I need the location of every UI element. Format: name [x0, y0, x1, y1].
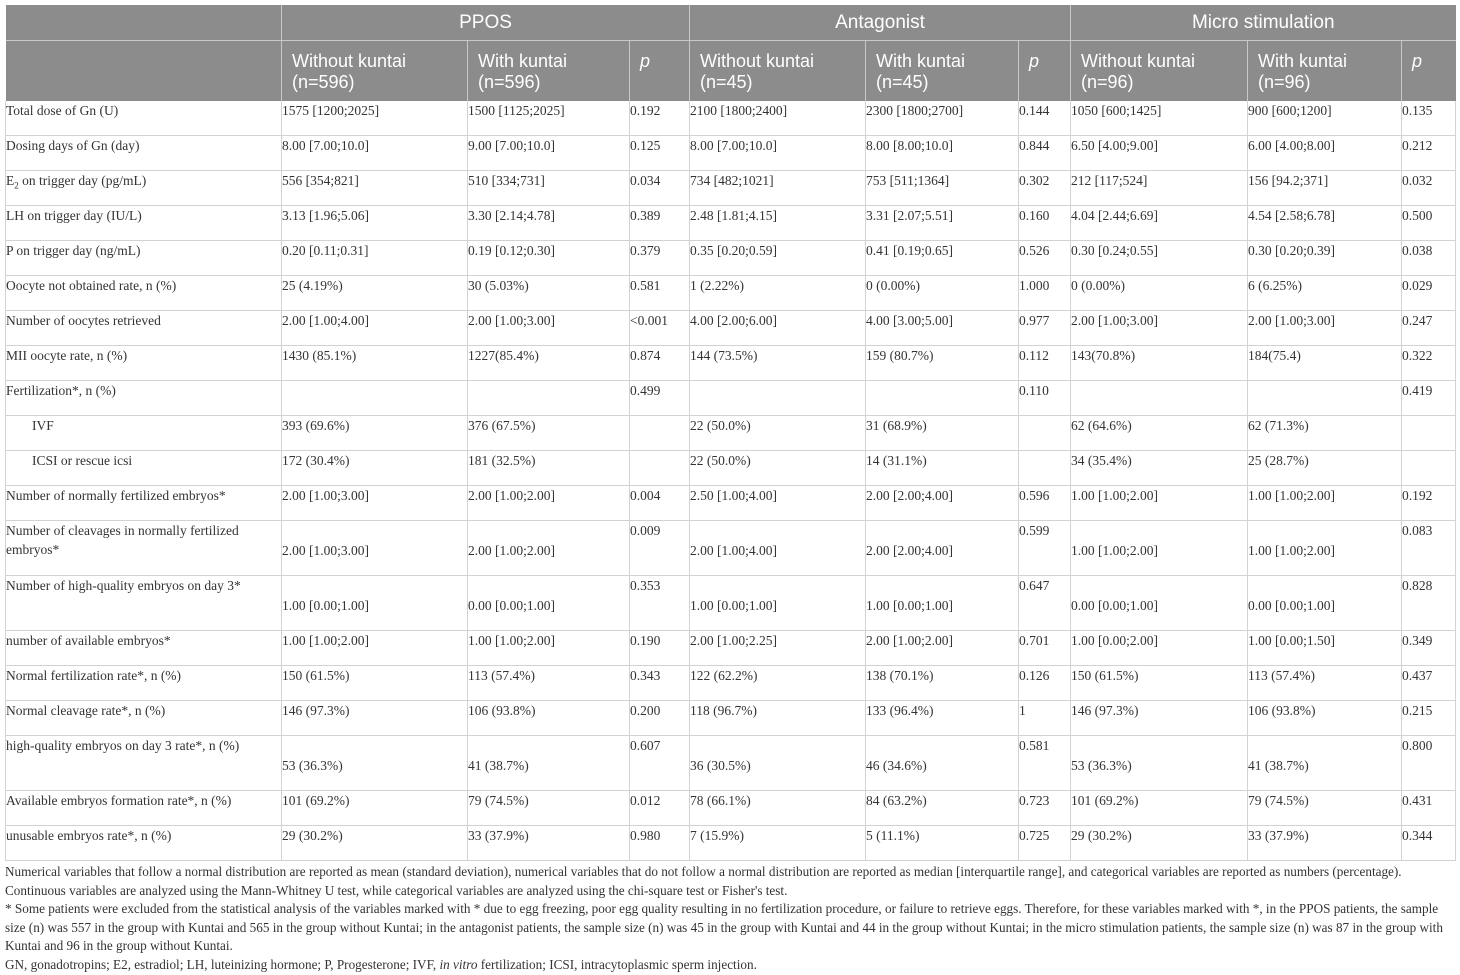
row-label: Available embryos formation rate*, n (%) [6, 791, 282, 826]
p-value-cell: 0.874 [630, 346, 690, 381]
value-cell: 133 (96.4%) [866, 701, 1019, 736]
value-cell: 41 (38.7%) [1248, 736, 1402, 791]
p-value-cell: 0.004 [630, 486, 690, 521]
row-label: Number of high-quality embryos on day 3* [6, 576, 282, 631]
row-label: Fertilization*, n (%) [6, 381, 282, 416]
table-row [6, 666, 1456, 701]
p-value-cell: 0.343 [630, 666, 690, 701]
p-value-cell: 0.701 [1019, 631, 1071, 666]
value-cell: 29 (30.2%) [1071, 826, 1248, 861]
table-body [6, 101, 1456, 861]
value-cell: 2.00 [1.00;2.25] [690, 631, 866, 666]
value-cell: 46 (34.6%) [866, 736, 1019, 791]
row-label-text: on trigger day (pg/mL) [18, 173, 147, 188]
table-header [6, 5, 1456, 101]
row-label: Number of cleavages in normally fertilized embryos* [6, 521, 282, 576]
value-cell: 79 (74.5%) [1248, 791, 1402, 826]
header-blank [6, 5, 282, 41]
value-cell: 1 (2.22%) [690, 276, 866, 311]
value-cell: 184(75.4) [1248, 346, 1402, 381]
p-value-cell: 0.212 [1402, 136, 1456, 171]
value-cell [1071, 381, 1248, 416]
p-value-cell [1402, 416, 1456, 451]
value-cell [282, 381, 468, 416]
p-value-cell: 0.126 [1019, 666, 1071, 701]
row-label: number of available embryos* [6, 631, 282, 666]
p-value-cell: 0.344 [1402, 826, 1456, 861]
value-cell: 2.00 [2.00;4.00] [866, 521, 1019, 576]
subheader-with-kuntai: With kuntai (n=45) [866, 41, 1019, 101]
value-cell: 1.00 [1.00;2.00] [1071, 486, 1248, 521]
subheader-with-kuntai: With kuntai (n=96) [1248, 41, 1402, 101]
footnote-abbrev-text-end: fertilization; ICSI, intracytoplasmic sperm injection. [477, 956, 757, 972]
footnote-statistics: Numerical variables that follow a normal distribution are reported as mean (standard deviation), numerical variables that do not follow a normal distribution are reported as median [interquartile range], and categorical variables are reported as numbers (percentage). Continuous variables are analyzed using the Mann-Whitney U test, while categorical variables are analyzed using the chi-square test or Fisher's test. [5, 864, 1402, 898]
p-value-cell: 0.431 [1402, 791, 1456, 826]
value-cell: 0.30 [0.20;0.39] [1248, 241, 1402, 276]
value-cell: 0.41 [0.19;0.65] [866, 241, 1019, 276]
value-cell: 2.48 [1.81;4.15] [690, 206, 866, 241]
value-cell: 0 (0.00%) [866, 276, 1019, 311]
row-label: high-quality embryos on day 3 rate*, n (%) [6, 736, 282, 791]
p-value-cell: 0.349 [1402, 631, 1456, 666]
value-cell: 2.00 [1.00;4.00] [282, 311, 468, 346]
footnote-abbrev-text: GN, gonadotropins; E2, estradiol; LH, luteinizing hormone; P, Progesterone; IVF, [5, 956, 440, 972]
row-label: unusable embryos rate*, n (%) [6, 826, 282, 861]
p-value-cell: 0.828 [1402, 576, 1456, 631]
table-row [6, 631, 1456, 666]
value-cell: 1500 [1125;2025] [468, 101, 630, 136]
p-value-cell: 0.725 [1019, 826, 1071, 861]
p-value-cell: 0.029 [1402, 276, 1456, 311]
p-value-cell: 0.419 [1402, 381, 1456, 416]
subheader-without-kuntai: Without kuntai (n=96) [1071, 41, 1248, 101]
p-value-cell: 0.379 [630, 241, 690, 276]
p-value-cell [1019, 451, 1071, 486]
value-cell: 150 (61.5%) [1071, 666, 1248, 701]
table-row [6, 136, 1456, 171]
table-row [6, 486, 1456, 521]
table-row [6, 101, 1456, 136]
subheader-without-kuntai: Without kuntai (n=596) [282, 41, 468, 101]
value-cell: 106 (93.8%) [468, 701, 630, 736]
value-cell: 4.00 [3.00;5.00] [866, 311, 1019, 346]
value-cell: 1.00 [0.00;1.00] [866, 576, 1019, 631]
p-value-cell: 0.135 [1402, 101, 1456, 136]
value-cell: 79 (74.5%) [468, 791, 630, 826]
p-value-cell: 0.038 [1402, 241, 1456, 276]
value-cell: 0.00 [0.00;1.00] [468, 576, 630, 631]
p-value-cell: 0.723 [1019, 791, 1071, 826]
value-cell: 113 (57.4%) [1248, 666, 1402, 701]
p-value-cell: 0.500 [1402, 206, 1456, 241]
value-cell: 6.00 [4.00;8.00] [1248, 136, 1402, 171]
table-row [6, 241, 1456, 276]
value-cell: 1.00 [0.00;2.00] [1071, 631, 1248, 666]
value-cell: 36 (30.5%) [690, 736, 866, 791]
value-cell: 101 (69.2%) [282, 791, 468, 826]
value-cell: 106 (93.8%) [1248, 701, 1402, 736]
p-value-cell: 0.247 [1402, 311, 1456, 346]
p-value-cell: 0.110 [1019, 381, 1071, 416]
table-row [6, 521, 1456, 576]
p-value-cell: 0.800 [1402, 736, 1456, 791]
p-value-cell [1402, 451, 1456, 486]
value-cell: 1430 (85.1%) [282, 346, 468, 381]
p-value-cell: 0.032 [1402, 171, 1456, 206]
row-label: IVF [6, 416, 282, 451]
value-cell: 2.00 [1.00;2.00] [468, 521, 630, 576]
value-cell: 2.00 [1.00;3.00] [282, 521, 468, 576]
value-cell: 2300 [1800;2700] [866, 101, 1019, 136]
row-label: MII oocyte rate, n (%) [6, 346, 282, 381]
footnote-abbreviations [5, 956, 1455, 975]
p-value-cell [630, 451, 690, 486]
p-value-cell: 0.200 [630, 701, 690, 736]
table-row [6, 736, 1456, 791]
value-cell: 2.50 [1.00;4.00] [690, 486, 866, 521]
value-cell: 2.00 [1.00;3.00] [1071, 311, 1248, 346]
value-cell: 22 (50.0%) [690, 451, 866, 486]
table-row [6, 576, 1456, 631]
value-cell: 7 (15.9%) [690, 826, 866, 861]
value-cell: 5 (11.1%) [866, 826, 1019, 861]
value-cell: 146 (97.3%) [282, 701, 468, 736]
value-cell: 2.00 [1.00;2.00] [866, 631, 1019, 666]
p-value-cell: 0.647 [1019, 576, 1071, 631]
p-value-cell: 1.000 [1019, 276, 1071, 311]
p-value-cell: 0.607 [630, 736, 690, 791]
subheader-p: p [1019, 41, 1071, 101]
value-cell: 1.00 [1.00;2.00] [468, 631, 630, 666]
table-row [6, 791, 1456, 826]
value-cell [468, 381, 630, 416]
value-cell: 0.00 [0.00;1.00] [1071, 576, 1248, 631]
p-value-cell: 0.302 [1019, 171, 1071, 206]
table-row [6, 206, 1456, 241]
table-container [5, 5, 1455, 974]
table-row [6, 701, 1456, 736]
value-cell: 181 (32.5%) [468, 451, 630, 486]
subheader-p: p [630, 41, 690, 101]
p-value-cell: 0.112 [1019, 346, 1071, 381]
value-cell: 34 (35.4%) [1071, 451, 1248, 486]
row-label: Oocyte not obtained rate, n (%) [6, 276, 282, 311]
value-cell: 0 (0.00%) [1071, 276, 1248, 311]
value-cell: 159 (80.7%) [866, 346, 1019, 381]
value-cell: 3.31 [2.07;5.51] [866, 206, 1019, 241]
value-cell: 393 (69.6%) [282, 416, 468, 451]
row-label: Number of normally fertilized embryos* [6, 486, 282, 521]
p-value-cell: 0.034 [630, 171, 690, 206]
row-label-subscript: 2 [14, 180, 19, 191]
row-label: ICSI or rescue icsi [6, 451, 282, 486]
p-value-cell: 0.581 [630, 276, 690, 311]
value-cell: 9.00 [7.00;10.0] [468, 136, 630, 171]
footnote-sample-size: * Some patients were excluded from the statistical analysis of the variables marked with * due to egg freezing, poor egg quality resulting in no fertilization procedure, or failure to retrieve eggs. Therefore, for these variables marked with *, in the PPOS patients, the sample size (n) was 557 in the group with Kuntai and 565 in the group without Kuntai; in the antagonist patients, the sample size (n) was 45 in the group with Kuntai and 44 in the group without Kuntai; in the micro stimulation patients, the sample size (n) was 87 in the group with Kuntai and 96 in the group without Kuntai. [5, 901, 1443, 953]
value-cell: 31 (68.9%) [866, 416, 1019, 451]
value-cell [1248, 381, 1402, 416]
p-value-cell: 0.599 [1019, 521, 1071, 576]
value-cell: 53 (36.3%) [1071, 736, 1248, 791]
value-cell: 734 [482;1021] [690, 171, 866, 206]
value-cell: 0.30 [0.24;0.55] [1071, 241, 1248, 276]
value-cell: 2.00 [1.00;3.00] [282, 486, 468, 521]
table-row [6, 276, 1456, 311]
table-row [6, 346, 1456, 381]
group-header-antagonist: Antagonist [690, 5, 1071, 41]
subheader-p: p [1402, 41, 1456, 101]
value-cell: 1.00 [1.00;2.00] [1248, 486, 1402, 521]
row-label: LH on trigger day (IU/L) [6, 206, 282, 241]
value-cell: 0.35 [0.20;0.59] [690, 241, 866, 276]
p-value-cell: 0.526 [1019, 241, 1071, 276]
p-value-cell: 0.353 [630, 576, 690, 631]
value-cell: 1.00 [0.00;1.50] [1248, 631, 1402, 666]
p-value-cell: 1 [1019, 701, 1071, 736]
value-cell: 3.13 [1.96;5.06] [282, 206, 468, 241]
value-cell: 84 (63.2%) [866, 791, 1019, 826]
row-label: Total dose of Gn (U) [6, 101, 282, 136]
subheader-with-kuntai: With kuntai (n=596) [468, 41, 630, 101]
value-cell: 29 (30.2%) [282, 826, 468, 861]
value-cell: 118 (96.7%) [690, 701, 866, 736]
row-label [6, 171, 282, 206]
value-cell [866, 381, 1019, 416]
value-cell: 150 (61.5%) [282, 666, 468, 701]
value-cell: 1227(85.4%) [468, 346, 630, 381]
value-cell: 0.20 [0.11;0.31] [282, 241, 468, 276]
value-cell: 4.00 [2.00;6.00] [690, 311, 866, 346]
value-cell: 0.19 [0.12;0.30] [468, 241, 630, 276]
p-value-cell: 0.125 [630, 136, 690, 171]
value-cell: 8.00 [7.00;10.0] [282, 136, 468, 171]
value-cell: 25 (4.19%) [282, 276, 468, 311]
p-value-cell: 0.581 [1019, 736, 1071, 791]
value-cell: 212 [117;524] [1071, 171, 1248, 206]
value-cell: 143(70.8%) [1071, 346, 1248, 381]
table-row [6, 311, 1456, 346]
value-cell: 0.00 [0.00;1.00] [1248, 576, 1402, 631]
p-value-cell [1019, 416, 1071, 451]
value-cell: 2.00 [1.00;2.00] [468, 486, 630, 521]
p-value-cell: 0.844 [1019, 136, 1071, 171]
p-value-cell: 0.160 [1019, 206, 1071, 241]
value-cell: 62 (64.6%) [1071, 416, 1248, 451]
p-value-cell: 0.012 [630, 791, 690, 826]
table-footnotes [5, 863, 1455, 974]
p-value-cell: 0.437 [1402, 666, 1456, 701]
value-cell: 62 (71.3%) [1248, 416, 1402, 451]
p-value-cell: <0.001 [630, 311, 690, 346]
p-value-cell [630, 416, 690, 451]
p-value-cell: 0.009 [630, 521, 690, 576]
value-cell: 8.00 [7.00;10.0] [690, 136, 866, 171]
value-cell: 25 (28.7%) [1248, 451, 1402, 486]
value-cell: 376 (67.5%) [468, 416, 630, 451]
value-cell [690, 381, 866, 416]
value-cell: 33 (37.9%) [1248, 826, 1402, 861]
value-cell: 53 (36.3%) [282, 736, 468, 791]
p-value-cell: 0.190 [630, 631, 690, 666]
value-cell: 78 (66.1%) [690, 791, 866, 826]
value-cell: 14 (31.1%) [866, 451, 1019, 486]
value-cell: 1.00 [0.00;1.00] [690, 576, 866, 631]
group-header-micro-stimulation: Micro stimulation [1071, 5, 1456, 41]
subheader-without-kuntai: Without kuntai (n=45) [690, 41, 866, 101]
value-cell: 1050 [600;1425] [1071, 101, 1248, 136]
value-cell: 2.00 [1.00;3.00] [1248, 311, 1402, 346]
value-cell: 900 [600;1200] [1248, 101, 1402, 136]
value-cell: 3.30 [2.14;4.78] [468, 206, 630, 241]
value-cell: 172 (30.4%) [282, 451, 468, 486]
value-cell: 8.00 [8.00;10.0] [866, 136, 1019, 171]
row-label-text: E [6, 173, 15, 188]
value-cell: 33 (37.9%) [468, 826, 630, 861]
p-value-cell: 0.977 [1019, 311, 1071, 346]
value-cell: 113 (57.4%) [468, 666, 630, 701]
value-cell: 156 [94.2;371] [1248, 171, 1402, 206]
value-cell: 138 (70.1%) [866, 666, 1019, 701]
value-cell: 1.00 [0.00;1.00] [282, 576, 468, 631]
footnote-abbrev-italic: in vitro [439, 956, 478, 972]
p-value-cell: 0.083 [1402, 521, 1456, 576]
subheader-blank [6, 41, 282, 101]
value-cell: 22 (50.0%) [690, 416, 866, 451]
p-value-cell: 0.192 [630, 101, 690, 136]
value-cell: 4.04 [2.44;6.69] [1071, 206, 1248, 241]
value-cell: 6.50 [4.00;9.00] [1071, 136, 1248, 171]
row-label: Dosing days of Gn (day) [6, 136, 282, 171]
table-row [6, 826, 1456, 861]
p-value-cell: 0.192 [1402, 486, 1456, 521]
value-cell: 1.00 [1.00;2.00] [282, 631, 468, 666]
value-cell: 510 [334;731] [468, 171, 630, 206]
value-cell: 122 (62.2%) [690, 666, 866, 701]
value-cell: 2100 [1800;2400] [690, 101, 866, 136]
value-cell: 144 (73.5%) [690, 346, 866, 381]
row-label: P on trigger day (ng/mL) [6, 241, 282, 276]
row-label: Normal cleavage rate*, n (%) [6, 701, 282, 736]
table-row [6, 171, 1456, 206]
value-cell: 2.00 [1.00;4.00] [690, 521, 866, 576]
value-cell: 1.00 [1.00;2.00] [1071, 521, 1248, 576]
value-cell: 2.00 [1.00;3.00] [468, 311, 630, 346]
row-label: Normal fertilization rate*, n (%) [6, 666, 282, 701]
table-row [6, 416, 1456, 451]
value-cell: 2.00 [2.00;4.00] [866, 486, 1019, 521]
results-table [5, 5, 1456, 861]
value-cell: 753 [511;1364] [866, 171, 1019, 206]
table-row [6, 451, 1456, 486]
p-value-cell: 0.215 [1402, 701, 1456, 736]
table-row [6, 381, 1456, 416]
value-cell: 1575 [1200;2025] [282, 101, 468, 136]
value-cell: 1.00 [1.00;2.00] [1248, 521, 1402, 576]
value-cell: 41 (38.7%) [468, 736, 630, 791]
group-header-ppos: PPOS [282, 5, 690, 41]
p-value-cell: 0.322 [1402, 346, 1456, 381]
p-value-cell: 0.144 [1019, 101, 1071, 136]
p-value-cell: 0.389 [630, 206, 690, 241]
row-label: Number of oocytes retrieved [6, 311, 282, 346]
p-value-cell: 0.499 [630, 381, 690, 416]
value-cell: 146 (97.3%) [1071, 701, 1248, 736]
value-cell: 6 (6.25%) [1248, 276, 1402, 311]
value-cell: 4.54 [2.58;6.78] [1248, 206, 1402, 241]
value-cell: 30 (5.03%) [468, 276, 630, 311]
p-value-cell: 0.596 [1019, 486, 1071, 521]
value-cell: 556 [354;821] [282, 171, 468, 206]
value-cell: 101 (69.2%) [1071, 791, 1248, 826]
p-value-cell: 0.980 [630, 826, 690, 861]
